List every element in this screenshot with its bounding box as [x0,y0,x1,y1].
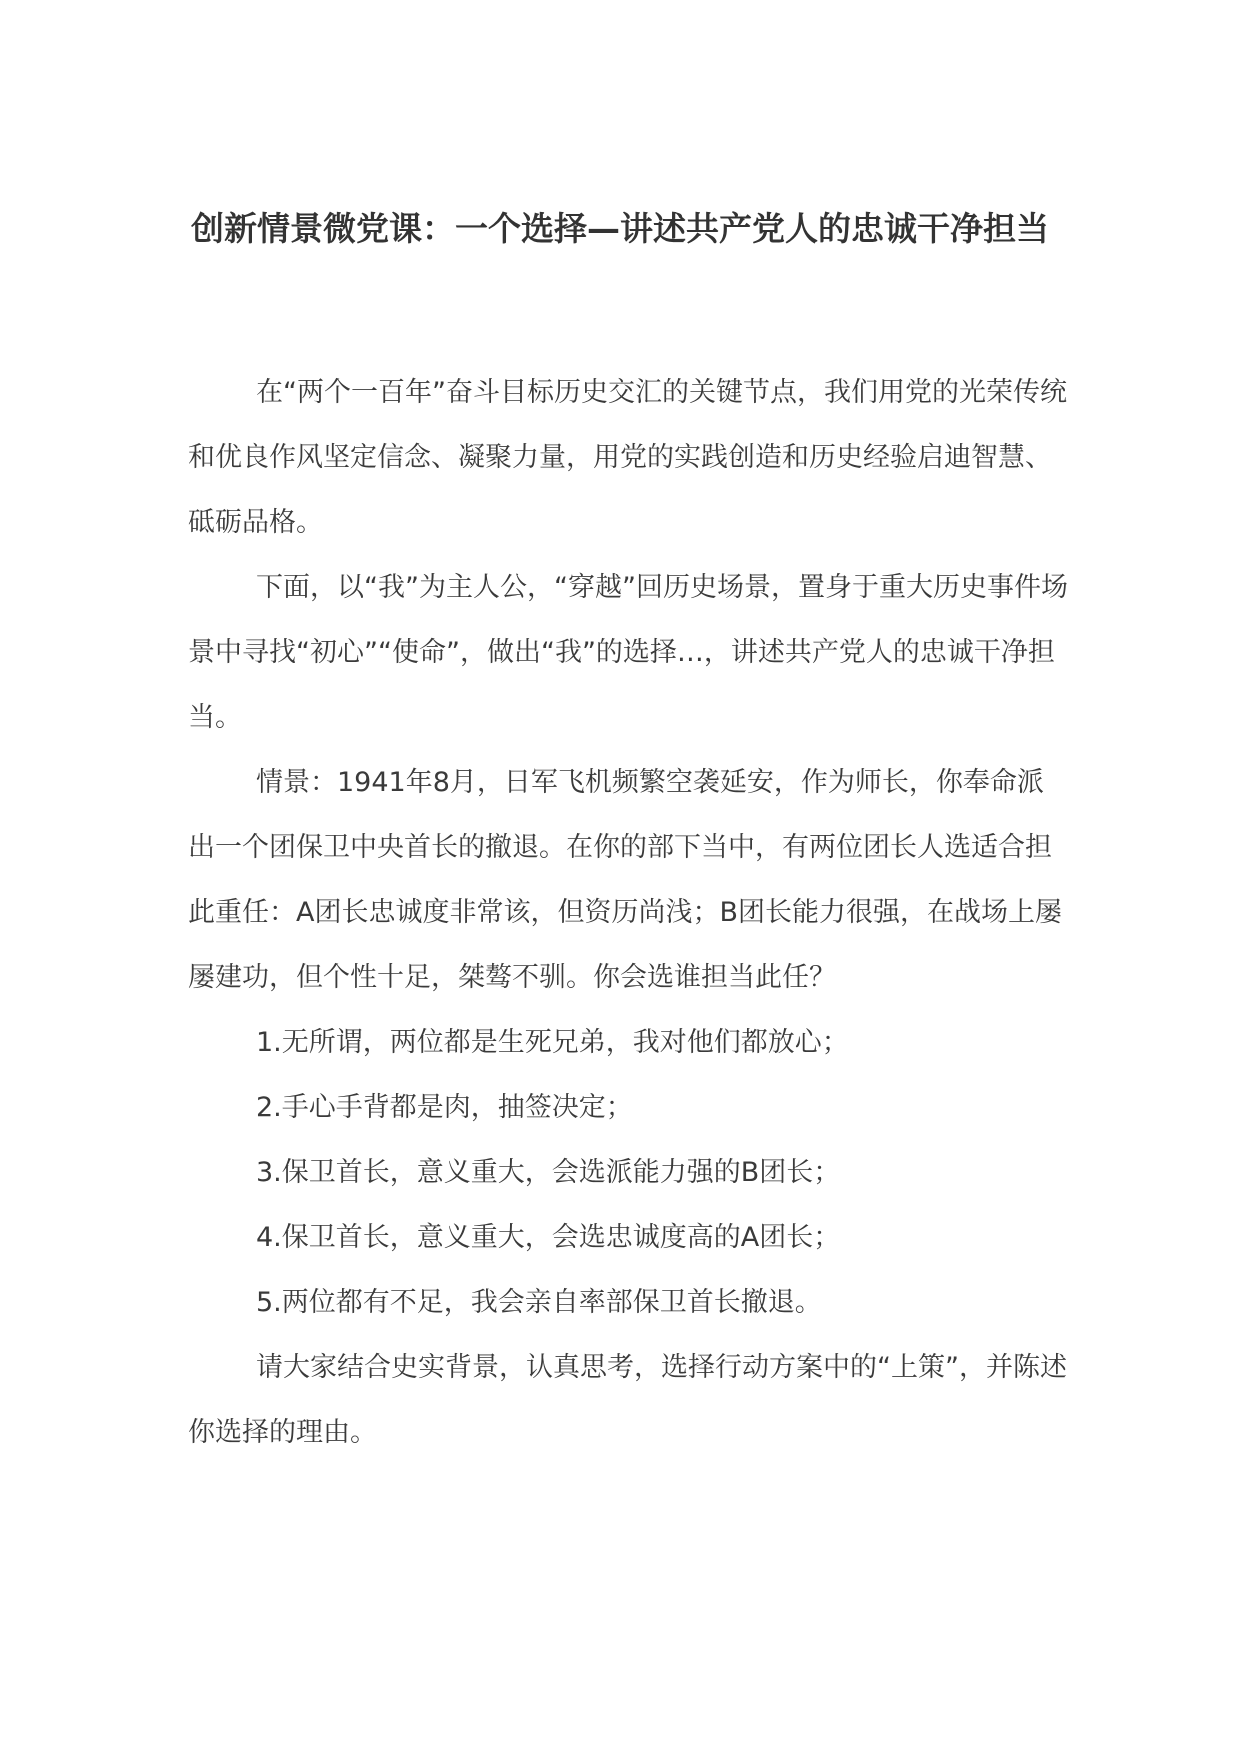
paragraph-scenario: 情景：1941年8月，日军飞机频繁空袭延安，作为师长，你奉命派出一个团保卫中央首长的撤退。在你的部下当中，有两位团长人选适合担此重任：A团长忠诚度非常该，但资历尚浅；B团长能力很强，在战场上屡屡建功，但个性十足，桀骜不驯。你会选谁担当此任？ [188,767,1062,993]
paragraph-overview: 下面，以“我”为主人公，“穿越”回历史场景，置身于重大历史事件场景中寻找“初心”“使命”，做出“我”的选择…，讲述共产党人的忠诚干净担当。 [188,572,1068,733]
option-5: 5.两位都有不足，我会亲自率部保卫首长撤退。 [256,1287,822,1318]
paragraph-intro: 在“两个一百年”奋斗目标历史交汇的关键节点，我们用党的光荣传统和优良作风坚定信念、凝聚力量，用党的实践创造和历史经验启迪智慧、砥砺品格。 [188,377,1067,538]
option-3: 3.保卫首长，意义重大，会选派能力强的B团长； [256,1157,841,1188]
paragraph-closing: 请大家结合史实背景，认真思考，选择行动方案中的“上策”，并陈述你选择的理由。 [188,1352,1067,1448]
option-4: 4.保卫首长，意义重大，会选忠诚度高的A团长； [256,1222,841,1253]
option-1: 1.无所谓，两位都是生死兄弟，我对他们都放心； [256,1027,849,1058]
option-2: 2.手心手背都是肉，抽签决定； [256,1092,633,1123]
document-body [188,360,1068,1465]
document-title: 创新情景微党课：一个选择—讲述共产党人的忠诚干净担当 [191,209,1049,248]
